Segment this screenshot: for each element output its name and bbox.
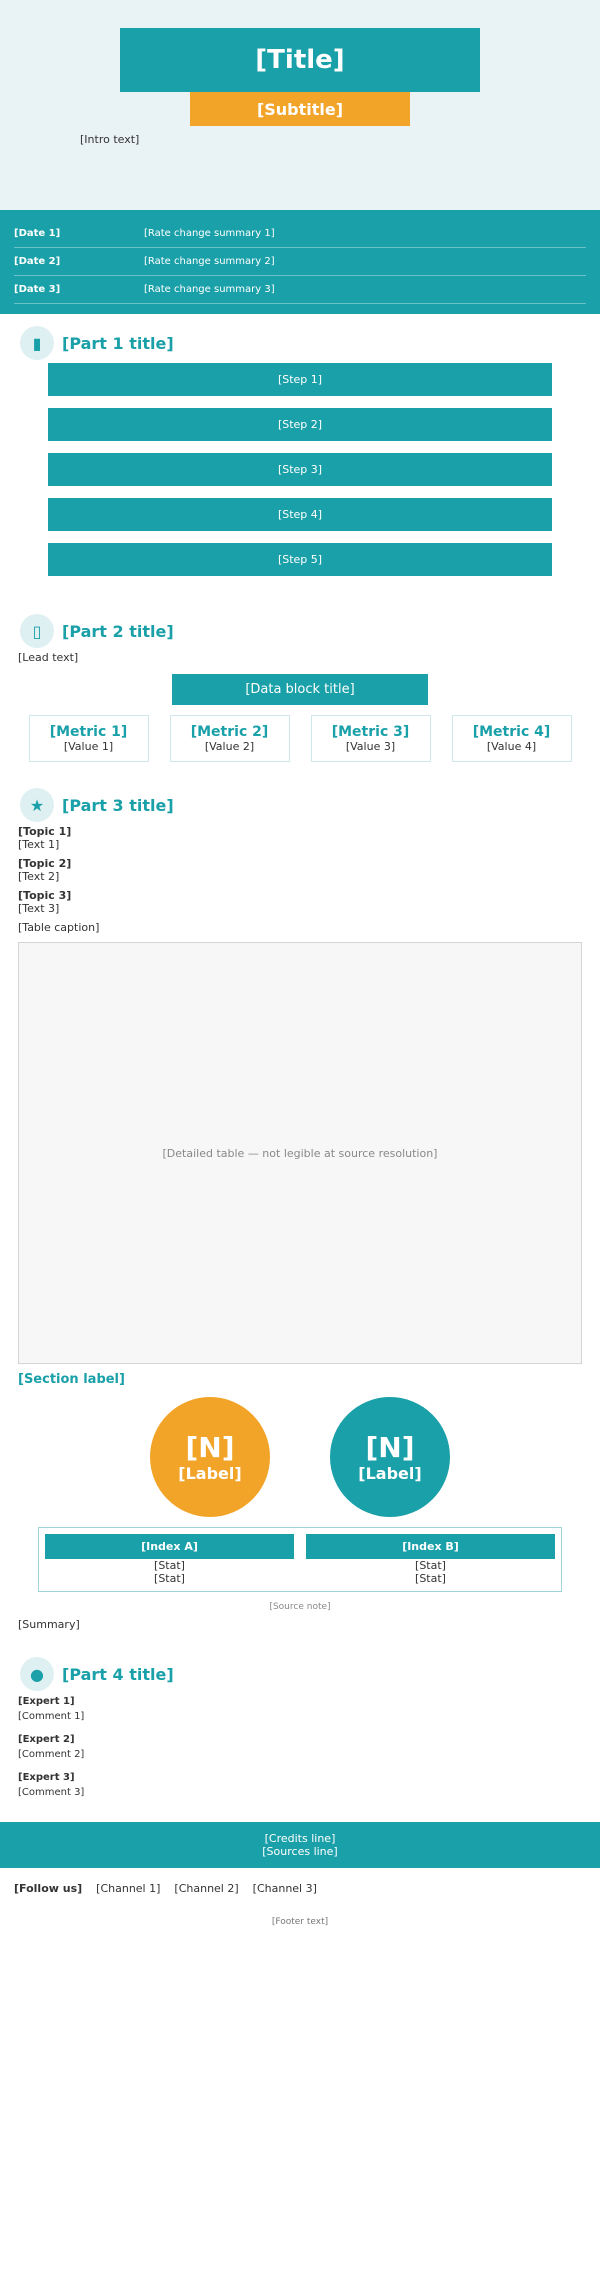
metric-key: [Metric 3] (331, 724, 410, 740)
timeline-date: [Date 3] (14, 284, 61, 295)
chart-icon: ▮ (20, 326, 54, 360)
topic-heading: [Topic 1] (18, 825, 72, 838)
follow-item[interactable]: [Channel 3] (252, 1882, 317, 1895)
credits-line: [Credits line] (264, 1832, 336, 1845)
flow-step: [Step 3] (48, 453, 552, 486)
timeline-row (14, 248, 586, 276)
part3 (0, 776, 600, 1645)
part2-title-text: [Part 2 title] (62, 622, 174, 641)
part1 (0, 314, 600, 602)
topic (18, 857, 582, 883)
stats-line: [Stat] (415, 1572, 446, 1585)
topic (18, 889, 582, 915)
up-count: [N] (185, 1431, 235, 1464)
flow-step: [Step 5] (48, 543, 552, 576)
credits (0, 1822, 600, 1868)
hero (0, 0, 600, 210)
follow-label: [Follow us] (14, 1882, 83, 1895)
expert-comment (18, 1694, 582, 1724)
timeline-row (14, 276, 586, 304)
stats-line: [Stat] (415, 1559, 446, 1572)
part2-title (32, 621, 582, 641)
intro-text: [Intro text] (80, 133, 140, 146)
expert-name: [Expert 2] (18, 1734, 75, 1745)
flow-step: [Step 1] (48, 363, 552, 396)
up-circle (150, 1397, 270, 1517)
expert-text: [Comment 2] (18, 1749, 85, 1760)
page-subtitle: [Subtitle] (190, 92, 410, 126)
follow-item[interactable]: [Channel 2] (174, 1882, 239, 1895)
part2-lead: [Lead text] (18, 651, 79, 664)
timeline-text: [Rate change summary 2] (144, 256, 275, 267)
person-icon: ● (20, 1657, 54, 1691)
perf-title: [Section label] (18, 1372, 125, 1387)
metric-card (170, 715, 290, 762)
stats-col (300, 1528, 561, 1591)
data-block-title: [Data block title] (172, 674, 428, 705)
down-count: [N] (365, 1431, 415, 1464)
metric-value: [Value 4] (486, 740, 537, 753)
page-title: [Title] (120, 28, 480, 92)
topic-heading: [Topic 3] (18, 889, 72, 902)
stats-heading: [Index B] (306, 1534, 555, 1559)
expert-name: [Expert 3] (18, 1772, 75, 1783)
expert-text: [Comment 1] (18, 1711, 85, 1722)
timeline-date: [Date 2] (14, 256, 61, 267)
document-icon: ▯ (20, 614, 54, 648)
footer: [Footer text] (271, 1917, 329, 1927)
expert-text: [Comment 3] (18, 1787, 85, 1798)
history-table: [Detailed table — not legible at source resolution] (18, 942, 582, 1364)
topic-text: [Text 2] (18, 870, 60, 883)
down-circle (330, 1397, 450, 1517)
flow-step: [Step 2] (48, 408, 552, 441)
timeline-text: [Rate change summary 1] (144, 228, 275, 239)
part2 (0, 602, 600, 776)
metric-cards (18, 715, 582, 762)
timeline (0, 210, 600, 314)
topic-text: [Text 3] (18, 902, 60, 915)
stats-line: [Stat] (154, 1572, 185, 1585)
stats-line: [Stat] (154, 1559, 185, 1572)
down-label: [Label] (358, 1464, 422, 1483)
source-note: [Source note] (269, 1602, 331, 1612)
stats-heading: [Index A] (45, 1534, 294, 1559)
metric-card (452, 715, 572, 762)
metric-value: [Value 1] (63, 740, 114, 753)
part1-title (32, 333, 582, 353)
index-stats (38, 1527, 562, 1592)
part4-title-text: [Part 4 title] (62, 1665, 174, 1684)
stats-col (39, 1528, 300, 1591)
topic-text: [Text 1] (18, 838, 60, 851)
metric-key: [Metric 2] (190, 724, 269, 740)
timeline-date: [Date 1] (14, 228, 61, 239)
follow-item[interactable]: [Channel 1] (96, 1882, 161, 1895)
topic-heading: [Topic 2] (18, 857, 72, 870)
star-icon: ★ (20, 788, 54, 822)
metric-card (29, 715, 149, 762)
metric-card (311, 715, 431, 762)
timeline-row (14, 220, 586, 248)
table-caption: [Table caption] (18, 921, 100, 934)
part3-title-text: [Part 3 title] (62, 796, 174, 815)
expert-comment (18, 1770, 582, 1800)
part3-title (29, 795, 582, 815)
part4-title (30, 1664, 582, 1684)
metric-key: [Metric 4] (472, 724, 551, 740)
flow-step: [Step 4] (48, 498, 552, 531)
up-down-circles (18, 1397, 582, 1517)
credits-line: [Sources line] (262, 1845, 338, 1858)
expert-name: [Expert 1] (18, 1696, 75, 1707)
part1-title-text: [Part 1 title] (62, 334, 174, 353)
metric-key: [Metric 1] (49, 724, 128, 740)
metric-value: [Value 3] (345, 740, 396, 753)
topic (18, 825, 582, 851)
up-label: [Label] (178, 1464, 242, 1483)
expert-comment (18, 1732, 582, 1762)
summary-text: [Summary] (18, 1618, 80, 1631)
follow-bar (0, 1868, 600, 1909)
part4 (0, 1645, 600, 1822)
metric-value: [Value 2] (204, 740, 255, 753)
timeline-text: [Rate change summary 3] (144, 284, 275, 295)
